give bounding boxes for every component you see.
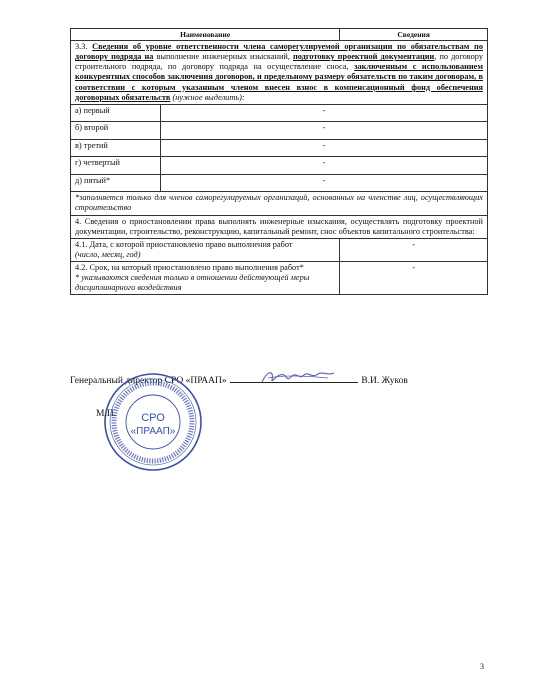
info-table	[70, 28, 488, 295]
level-value: -	[160, 122, 487, 140]
footnote-3-3: *заполняется только для членов саморегулируемых организаций, основанных на членстве лиц, осуществляющих строительство	[71, 192, 488, 215]
stamp-place-label: М.П.	[96, 409, 117, 419]
section-3-3-part3: подготовку проектной документации	[292, 52, 435, 62]
row-4-2-sub: * указываются сведения только в отношении действующей меры дисциплинарного воздействия	[75, 273, 310, 293]
row-4-1-value: -	[340, 238, 488, 261]
level-row	[71, 139, 488, 157]
level-label: г) четвертый	[71, 157, 161, 175]
page-number: 3	[480, 662, 484, 671]
section-3-3-row	[71, 41, 488, 105]
row-4-2-label: 4.2. Срок, на который приостановлено право выполнения работ*	[75, 262, 304, 272]
level-row	[71, 174, 488, 192]
level-row	[71, 122, 488, 140]
section-4-row	[71, 215, 488, 238]
level-label: д) пятый*	[71, 174, 161, 192]
stamp-line-2: «ПРААП»	[130, 426, 176, 437]
row-4-1	[71, 238, 488, 261]
handwritten-signature	[258, 366, 338, 388]
signatory-name: В.И. Жуков	[361, 376, 408, 386]
header-name: Наименование	[71, 29, 340, 41]
section-3-3-part4: , по договору строительного подряда, по договору подряда на осуществление сноса,	[75, 52, 483, 72]
section-3-3-part6: (нужное выделить):	[170, 92, 245, 102]
header-info: Сведения	[340, 29, 488, 41]
row-4-1-label: 4.1. Дата, с которой приостановлено право выполнения работ	[75, 239, 293, 249]
row-4-2-value: -	[340, 261, 488, 294]
level-row	[71, 157, 488, 175]
level-label: в) третий	[71, 139, 161, 157]
row-4-1-sub: (число, месяц, год)	[75, 249, 141, 259]
level-value: -	[160, 104, 487, 122]
stamp-line-1: СРО	[141, 412, 165, 424]
level-row	[71, 104, 488, 122]
row-4-1-label-cell	[71, 238, 340, 261]
level-label: б) второй	[71, 122, 161, 140]
row-4-2-label-cell	[71, 261, 340, 294]
signatory-position: Генеральный директор СРО «ПРААП»	[70, 376, 227, 386]
section-4-text: 4. Сведения о приостановлении права выполнять инженерные изыскания, осуществлять подготовку проектной документации, строительство, реконструкцию, капитальный ремонт, снос объектов капитального строительства:	[71, 215, 488, 238]
organization-stamp	[103, 372, 203, 472]
section-3-3-part1: Сведения об уровне ответственности члена саморегулируемой организации по обязательствам по договору подряда на	[75, 42, 483, 62]
table-header-row	[71, 29, 488, 41]
section-3-3-number: 3.3.	[75, 42, 88, 52]
footnote-row	[71, 192, 488, 215]
section-3-3-text	[71, 41, 488, 105]
level-label: а) первый	[71, 104, 161, 122]
section-3-3-part2: выполнение инженерных изысканий,	[153, 52, 293, 62]
level-value: -	[160, 157, 487, 175]
level-value: -	[160, 139, 487, 157]
level-value: -	[160, 174, 487, 192]
row-4-2	[71, 261, 488, 294]
section-3-3-part5: заключенным с использованием конкурентных способов заключения договоров, и предельному размеру обязательств по таким договорам, в соответствии с которым указанным членом внесен взнос в компенсационный фонд обеспечения договорных обязательств	[75, 62, 484, 102]
